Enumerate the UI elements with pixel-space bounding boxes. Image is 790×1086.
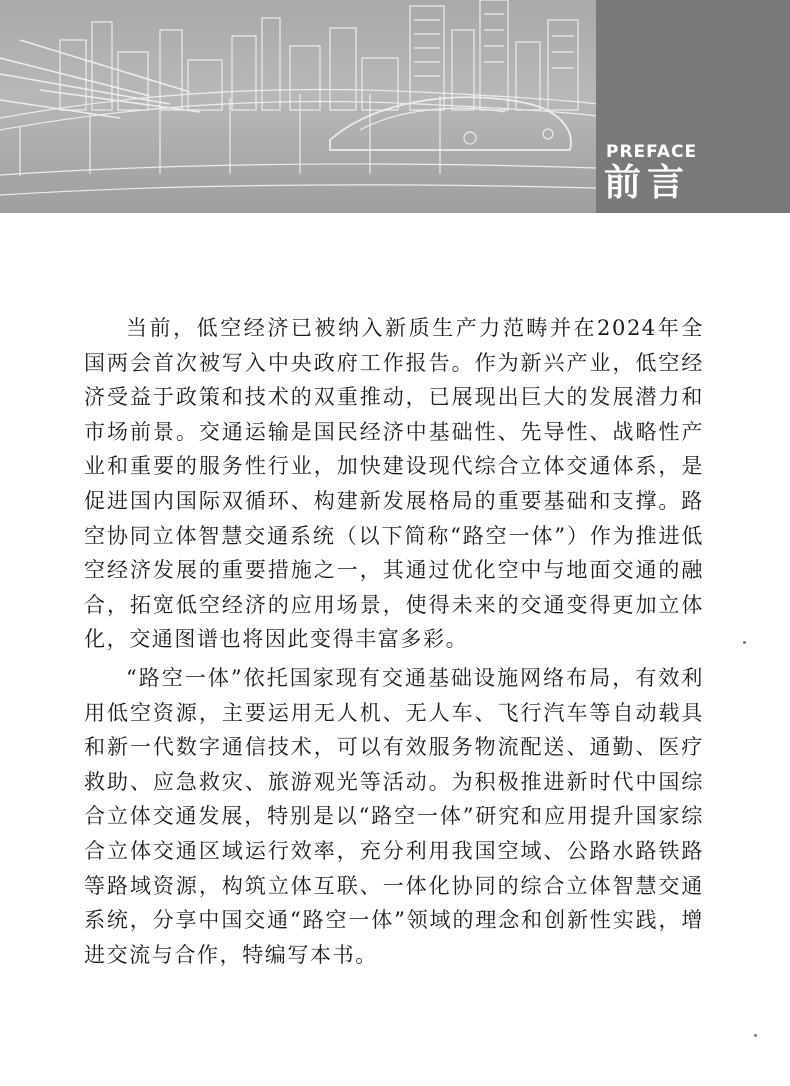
preface-label-en: PREFACE (606, 142, 698, 162)
margin-speck (743, 641, 746, 644)
paragraph-2: “路空一体”依托国家现有交通基础设施网络布局，有效利用低空资源，主要运用无人机、无人车、飞行汽车等自动载具和新一代数字通信技术，可以有效服务物流配送、通勤、医疗救助、应急救灾、旅游观光等活动。为积极推进新时代中国综合立体交通发展，特别是以“路空一体”研究和应用提升国家综合立体交通区域运行效率，充分利用我国空域、公路水路铁路等路域资源，构筑立体互联、一体化协同的综合立体智慧交通系统，分享中国交通“路空一体”领域的理念和创新性实践，增进交流与合作，特编写本书。 (84, 665, 704, 967)
preface-label-zh: 前言 (604, 161, 690, 204)
paragraph-1: 当前，低空经济已被纳入新质生产力范畴并在2024年全国两会首次被写入中央政府工作报告。作为新兴产业，低空经济受益于政策和技术的双重推动，已展现出巨大的发展潜力和市场前景。交通运输是国民经济中基础性、先导性、战略性产业和重要的服务性行业，加快建设现代综合立体交通体系，是促进国内国际双循环、构建新发展格局的重要基础和支撑。路空协同立体智慧交通系统（以下简称“路空一体”）作为推进低空经济发展的重要措施之一，其通过优化空中与地面交通的融合，拓宽低空经济的应用场景，使得未来的交通变得更加立体化，交通图谱也将因此变得丰富多彩。 (84, 316, 704, 652)
city-train-illustration (0, 0, 596, 213)
preface-body (84, 311, 704, 976)
margin-speck (754, 1034, 757, 1037)
